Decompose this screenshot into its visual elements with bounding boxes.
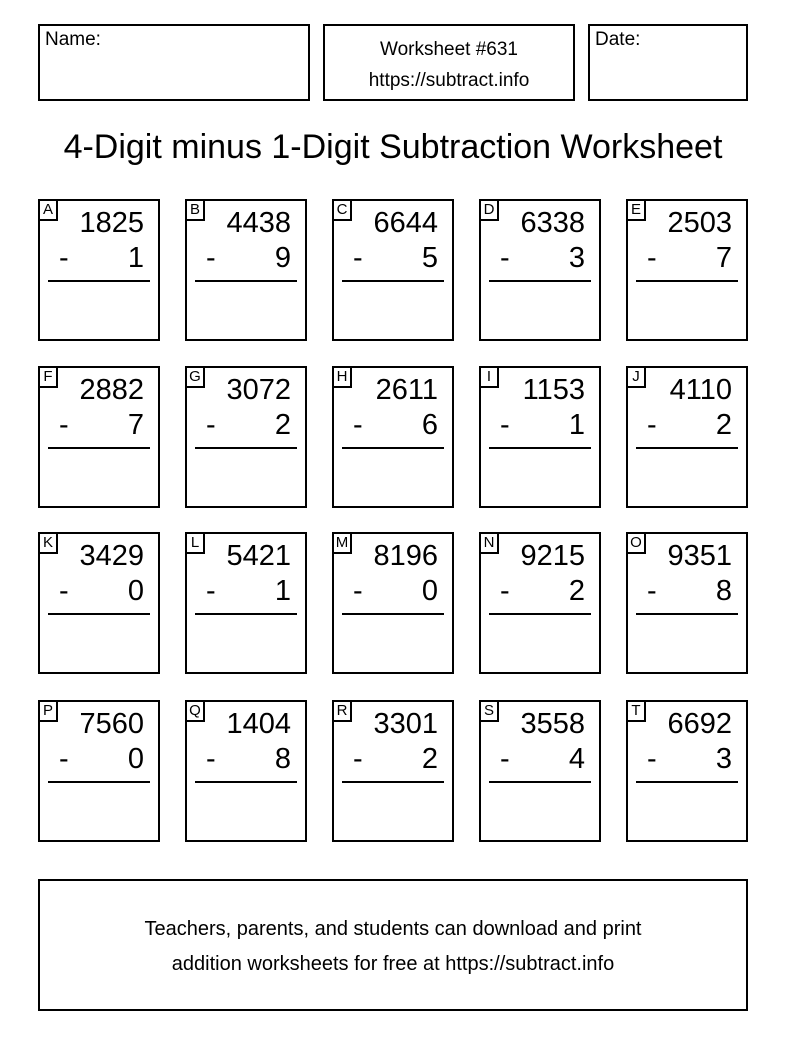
minuend: 6644 <box>373 207 438 239</box>
problem-box[interactable] <box>38 366 160 508</box>
subtrahend: 1 <box>127 242 144 274</box>
problem-letter: P <box>38 700 58 722</box>
answer-line <box>636 781 738 783</box>
problem-box[interactable] <box>626 199 748 341</box>
minus-sign: - <box>500 575 510 607</box>
minus-sign: - <box>353 242 363 274</box>
problem-box[interactable] <box>185 700 307 842</box>
minuend: 5421 <box>226 540 291 572</box>
problem-box[interactable] <box>38 532 160 674</box>
minuend: 3301 <box>373 708 438 740</box>
problem-box[interactable] <box>479 366 601 508</box>
footer-line-1: Teachers, parents, and students can download and print <box>144 918 642 940</box>
answer-line <box>195 280 297 282</box>
subtrahend: 2 <box>568 575 585 607</box>
subtrahend: 0 <box>127 743 144 775</box>
minuend: 2503 <box>667 207 732 239</box>
date-label: Date: <box>595 29 641 50</box>
minus-sign: - <box>647 409 657 441</box>
problem-box[interactable] <box>185 199 307 341</box>
minus-sign: - <box>353 575 363 607</box>
answer-line <box>342 613 444 615</box>
problem-box[interactable] <box>479 532 601 674</box>
subtrahend: 1 <box>568 409 585 441</box>
minus-sign: - <box>647 242 657 274</box>
problem-letter: A <box>38 199 58 221</box>
subtrahend: 5 <box>421 242 438 274</box>
answer-line <box>636 280 738 282</box>
problem-box[interactable] <box>479 700 601 842</box>
answer-line <box>342 280 444 282</box>
subtrahend: 4 <box>568 743 585 775</box>
page-title: 4-Digit minus 1-Digit Subtraction Worksheet <box>63 128 723 166</box>
minuend: 9215 <box>520 540 585 572</box>
minus-sign: - <box>353 743 363 775</box>
problem-letter: B <box>185 199 205 221</box>
minuend: 8196 <box>373 540 438 572</box>
problem-letter: J <box>626 366 646 388</box>
problem-letter: E <box>626 199 646 221</box>
minus-sign: - <box>59 575 69 607</box>
footer-line-2: addition worksheets for free at https://subtract.info <box>171 953 615 975</box>
problem-letter: M <box>332 532 352 554</box>
worksheet-number: Worksheet #631 <box>379 39 518 60</box>
answer-line <box>195 447 297 449</box>
subtrahend: 8 <box>715 575 732 607</box>
footer-note-box <box>38 879 748 1011</box>
minus-sign: - <box>59 409 69 441</box>
problem-box[interactable] <box>626 700 748 842</box>
minuend: 4438 <box>226 207 291 239</box>
subtrahend: 8 <box>274 743 291 775</box>
minus-sign: - <box>206 242 216 274</box>
problem-letter: N <box>479 532 499 554</box>
minuend: 3429 <box>79 540 144 572</box>
subtrahend: 1 <box>274 575 291 607</box>
minuend: 2611 <box>375 374 438 406</box>
answer-line <box>195 613 297 615</box>
problem-box[interactable] <box>332 532 454 674</box>
problem-letter: O <box>626 532 646 554</box>
minuend: 2882 <box>79 374 144 406</box>
minuend: 6692 <box>667 708 732 740</box>
subtrahend: 7 <box>127 409 144 441</box>
minus-sign: - <box>500 242 510 274</box>
answer-line <box>489 613 591 615</box>
answer-line <box>489 447 591 449</box>
subtrahend: 3 <box>715 743 732 775</box>
problem-letter: S <box>479 700 499 722</box>
minuend: 7560 <box>79 708 144 740</box>
minus-sign: - <box>353 409 363 441</box>
problem-letter: F <box>38 366 58 388</box>
minus-sign: - <box>206 575 216 607</box>
minus-sign: - <box>206 409 216 441</box>
problem-box[interactable] <box>332 700 454 842</box>
minus-sign: - <box>647 743 657 775</box>
subtrahend: 0 <box>127 575 144 607</box>
answer-line <box>48 447 150 449</box>
problem-letter: H <box>332 366 352 388</box>
minuend: 3558 <box>520 708 585 740</box>
answer-line <box>48 280 150 282</box>
answer-line <box>342 781 444 783</box>
problem-letter: G <box>185 366 205 388</box>
worksheet-url: https://subtract.info <box>368 70 530 91</box>
problem-letter: R <box>332 700 352 722</box>
problem-box[interactable] <box>332 199 454 341</box>
subtrahend: 2 <box>715 409 732 441</box>
minuend: 6338 <box>520 207 585 239</box>
minuend: 4110 <box>669 374 732 406</box>
problem-letter: T <box>626 700 646 722</box>
problem-box[interactable] <box>38 199 160 341</box>
minus-sign: - <box>59 743 69 775</box>
problem-box[interactable] <box>38 700 160 842</box>
subtrahend: 7 <box>715 242 732 274</box>
subtrahend: 2 <box>274 409 291 441</box>
subtrahend: 2 <box>421 743 438 775</box>
answer-line <box>636 447 738 449</box>
problem-letter: L <box>185 532 205 554</box>
answer-line <box>48 613 150 615</box>
problem-letter: D <box>479 199 499 221</box>
minus-sign: - <box>500 743 510 775</box>
answer-line <box>342 447 444 449</box>
problem-box[interactable] <box>626 366 748 508</box>
name-label: Name: <box>45 29 101 50</box>
problem-box[interactable] <box>626 532 748 674</box>
answer-line <box>489 280 591 282</box>
minuend: 3072 <box>226 374 291 406</box>
answer-line <box>636 613 738 615</box>
answer-line <box>48 781 150 783</box>
worksheet-info-box <box>323 24 575 101</box>
minus-sign: - <box>647 575 657 607</box>
problem-box[interactable] <box>332 366 454 508</box>
subtrahend: 3 <box>568 242 585 274</box>
subtrahend: 6 <box>421 409 438 441</box>
minus-sign: - <box>59 242 69 274</box>
problem-letter: Q <box>185 700 205 722</box>
minuend: 1153 <box>522 374 585 406</box>
problem-box[interactable] <box>185 366 307 508</box>
name-field-box[interactable] <box>38 24 310 101</box>
problem-letter: C <box>332 199 352 221</box>
minuend: 9351 <box>667 540 732 572</box>
problem-letter: K <box>38 532 58 554</box>
subtrahend: 0 <box>421 575 438 607</box>
minus-sign: - <box>206 743 216 775</box>
answer-line <box>489 781 591 783</box>
problem-box[interactable] <box>185 532 307 674</box>
problem-box[interactable] <box>479 199 601 341</box>
minuend: 1825 <box>79 207 144 239</box>
minuend: 1404 <box>226 708 291 740</box>
subtrahend: 9 <box>274 242 291 274</box>
answer-line <box>195 781 297 783</box>
date-field-box[interactable] <box>588 24 748 101</box>
minus-sign: - <box>500 409 510 441</box>
problem-letter: I <box>479 366 499 388</box>
